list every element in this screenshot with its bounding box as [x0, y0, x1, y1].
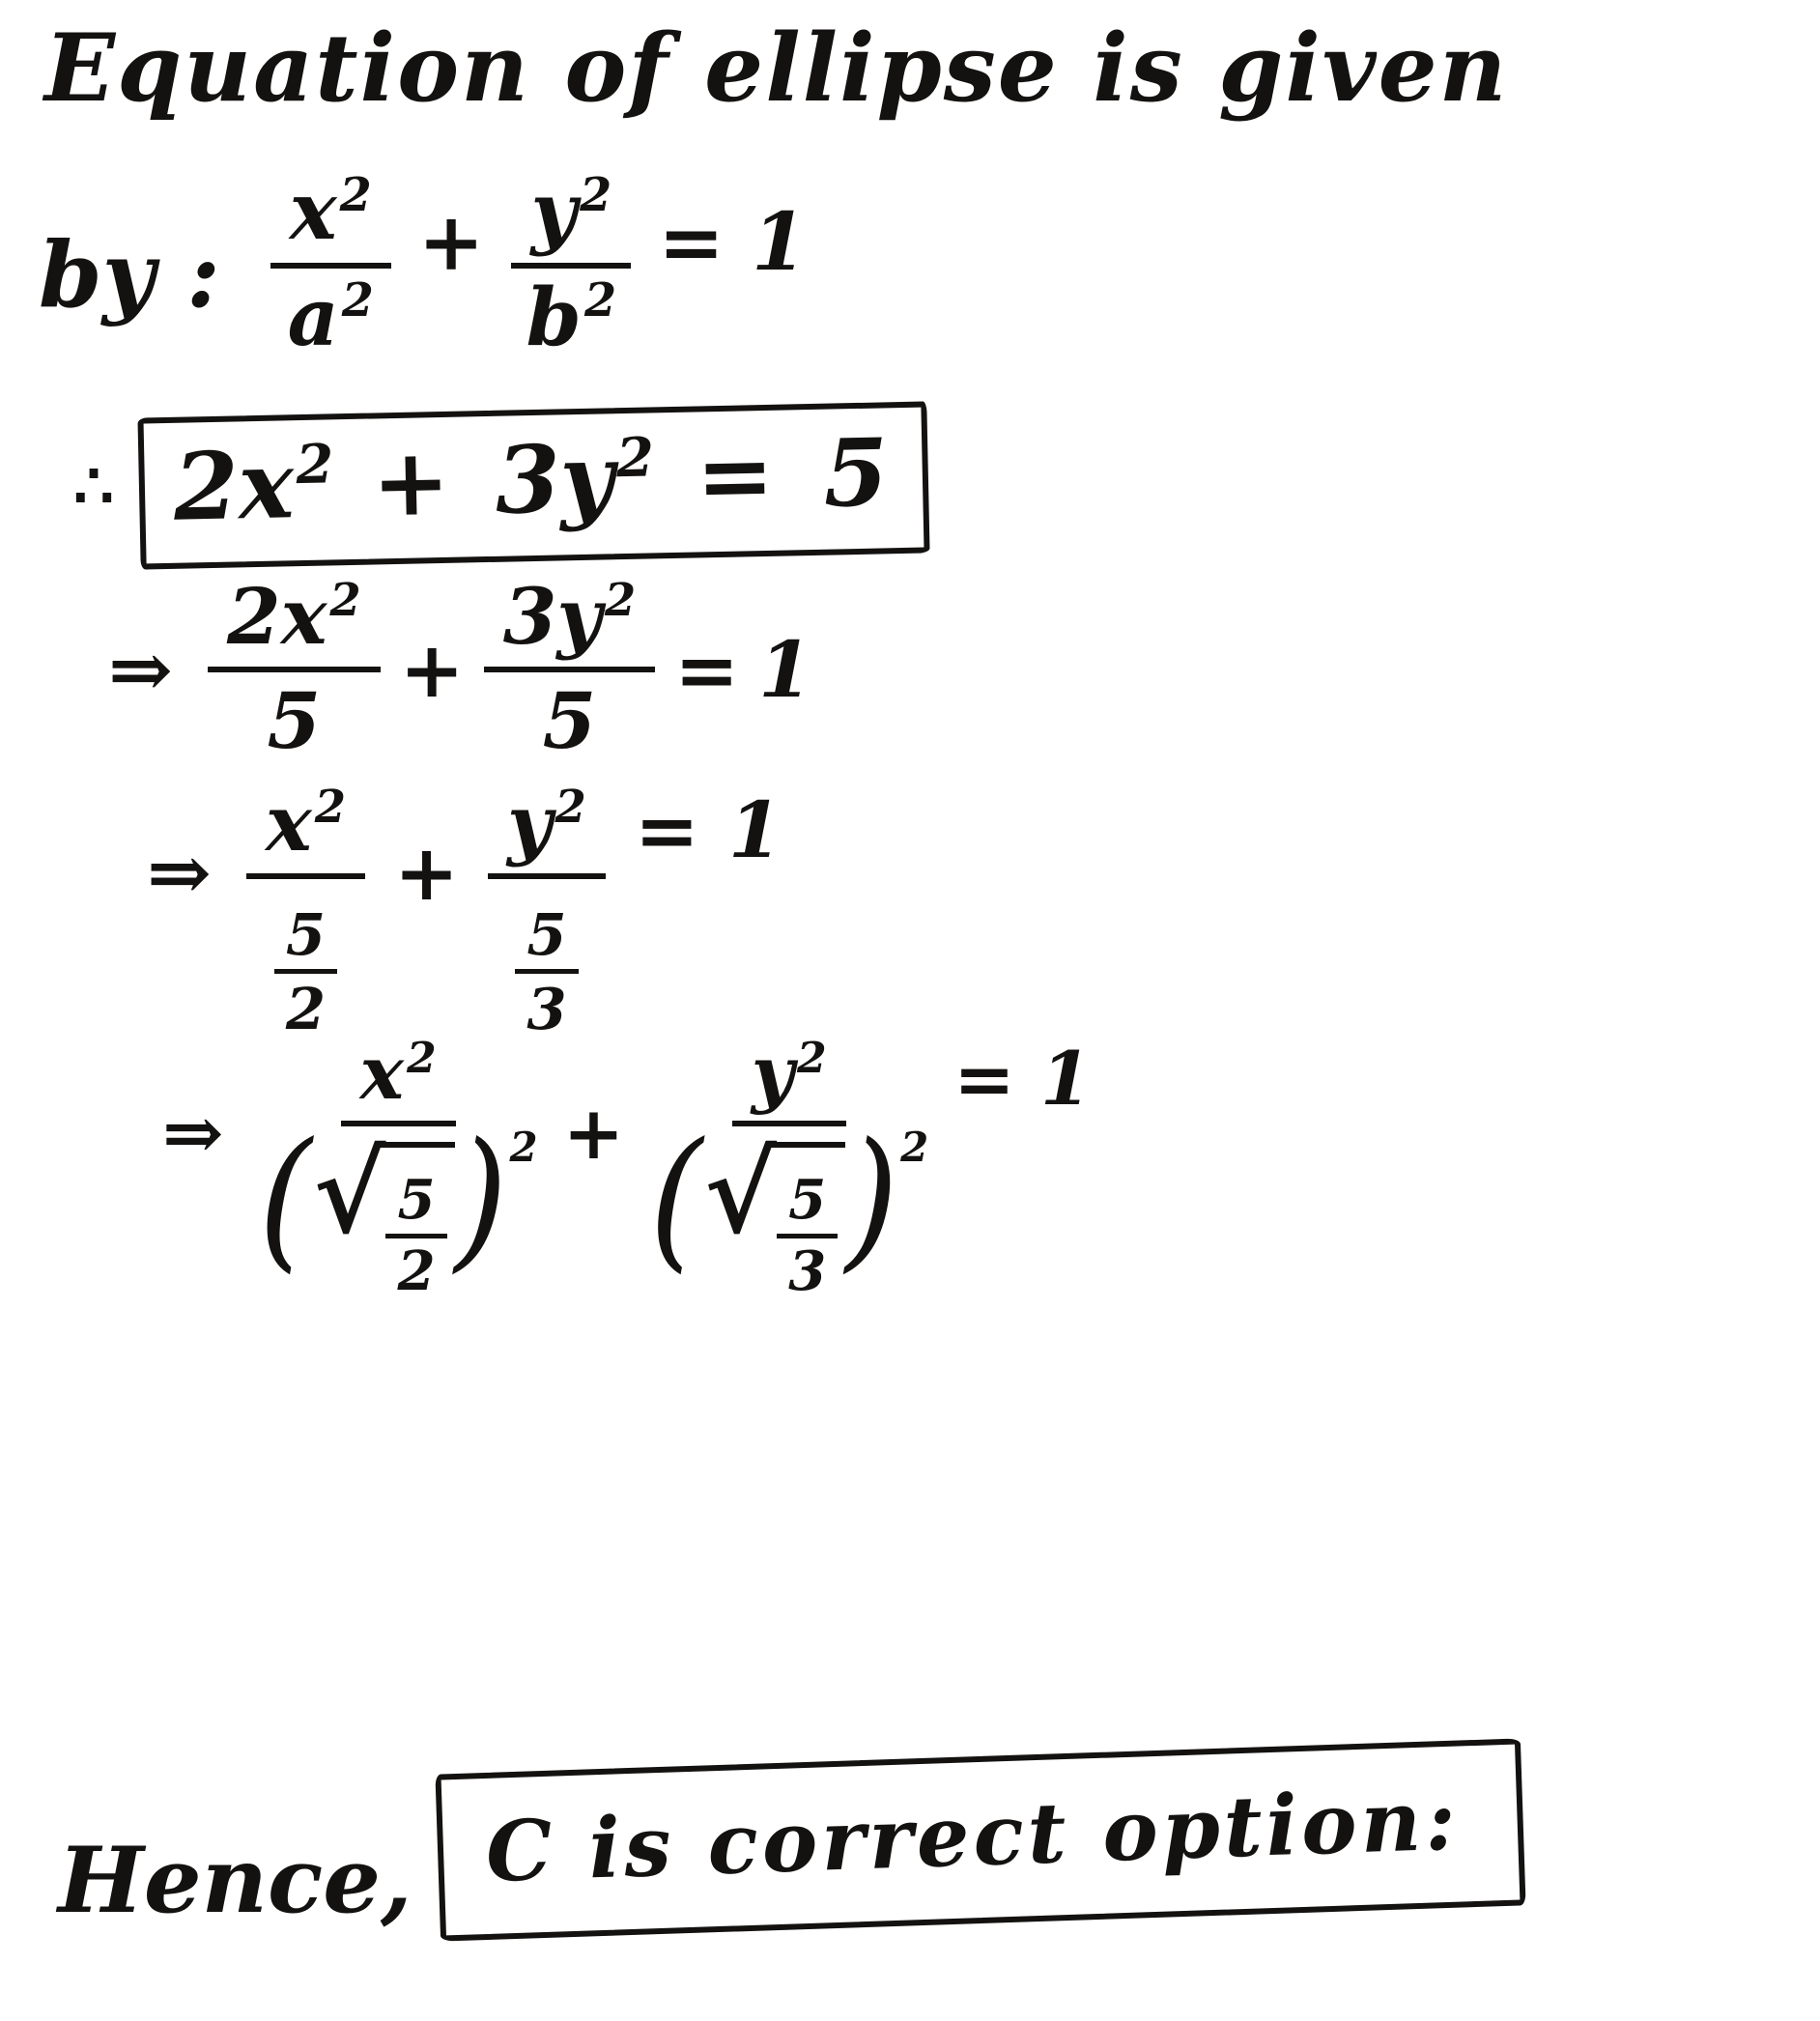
fraction-x2-over-sqrt52-squared	[258, 1030, 538, 1303]
inner-fraction	[515, 899, 578, 1042]
fraction-x2-over-a2	[270, 165, 391, 364]
term-exponent: 2	[796, 1033, 827, 1083]
term-base: x	[266, 778, 312, 868]
term-exponent: 2	[604, 573, 637, 627]
inner-numerator: 5	[385, 1173, 446, 1238]
squared-radical-group	[649, 1109, 929, 1303]
fraction-y2-over-5-thirds	[488, 778, 606, 1042]
hand-drawn-box	[137, 401, 930, 569]
inner-numerator: 5	[515, 905, 578, 974]
term-base: 2x	[227, 571, 327, 662]
b-exponent: 2	[583, 273, 617, 328]
step-divide-line	[108, 571, 812, 766]
fraction-x2-over-5-halves	[246, 778, 365, 1042]
numerator	[270, 165, 391, 269]
plus-sign: +	[562, 1090, 625, 1176]
fraction-3y2-over-5	[484, 571, 655, 766]
radicand	[378, 1142, 454, 1303]
plus-sign: +	[399, 623, 465, 715]
denominator: 5	[542, 674, 597, 766]
b-base: b	[526, 270, 582, 364]
inner-denominator: 2	[397, 1238, 436, 1303]
implies-arrow-icon: ⇒	[108, 623, 174, 715]
inner-denominator: 3	[788, 1238, 827, 1303]
rhs-value: 1	[751, 195, 808, 289]
squared-radical-group	[258, 1109, 538, 1303]
denominator	[515, 879, 578, 1042]
term2-exponent: 2	[615, 426, 655, 491]
plus-sign: +	[394, 827, 460, 918]
equals-sign: =	[658, 195, 725, 289]
term-base: x	[359, 1030, 404, 1116]
x-exponent: 2	[339, 167, 372, 222]
numerator	[246, 778, 365, 879]
term-base: y	[507, 778, 553, 868]
inner-fraction	[385, 1167, 446, 1303]
outer-exponent: 2	[900, 1123, 929, 1171]
therefore-symbol: ∴	[73, 447, 114, 524]
given-equation-line	[39, 165, 808, 364]
denominator	[287, 269, 374, 364]
denominator	[258, 1109, 538, 1303]
implies-arrow-icon: ⇒	[147, 827, 213, 918]
inner-fraction	[274, 899, 337, 1042]
equals-sign: =	[674, 623, 740, 715]
numerator	[341, 1030, 456, 1126]
rhs-value: 1	[727, 784, 782, 875]
step-sqrt-line	[162, 1030, 1092, 1303]
radical-icon: √	[313, 1127, 386, 1258]
rhs-value: 1	[1039, 1036, 1092, 1122]
denominator	[649, 1109, 929, 1303]
inner-fraction	[777, 1167, 838, 1303]
term2-base: 3y	[494, 423, 615, 535]
equals-sign: =	[695, 419, 776, 531]
close-paren: )	[845, 1109, 899, 1288]
y-base: y	[530, 165, 578, 258]
term-base: y	[751, 1030, 794, 1116]
term-exponent: 2	[314, 780, 347, 834]
numerator	[732, 1030, 846, 1126]
numerator	[208, 571, 381, 672]
term-base: 3y	[502, 571, 602, 662]
denominator: 5	[267, 674, 322, 766]
denominator	[526, 269, 617, 364]
x-base: x	[289, 165, 337, 258]
by-label: by :	[39, 221, 220, 328]
term-exponent: 2	[406, 1033, 437, 1083]
numerator	[484, 571, 655, 672]
inner-denominator: 2	[285, 974, 327, 1042]
open-paren: (	[649, 1109, 703, 1288]
title-line	[44, 14, 1508, 123]
radical-icon: √	[704, 1127, 778, 1258]
inner-numerator: 5	[777, 1173, 838, 1238]
implies-arrow-icon: ⇒	[162, 1090, 224, 1176]
numerator	[511, 165, 631, 269]
rhs-value: 1	[758, 623, 812, 715]
a-exponent: 2	[341, 273, 374, 328]
term1-exponent: 2	[295, 433, 334, 498]
equals-sign: =	[953, 1036, 1015, 1122]
open-paren: (	[258, 1109, 312, 1288]
term-exponent: 2	[555, 780, 586, 834]
fraction-y2-over-b2	[511, 165, 631, 364]
close-paren: )	[454, 1109, 508, 1288]
fraction-y2-over-sqrt53-squared	[649, 1030, 929, 1303]
conclusion-text: C is correct option:	[484, 1771, 1462, 1901]
fraction-2x2-over-5	[208, 571, 381, 766]
a-base: a	[287, 270, 339, 364]
denominator	[274, 879, 337, 1042]
title-text: Equation of ellipse is given	[44, 14, 1509, 123]
conclusion-line	[58, 1756, 1523, 1934]
outer-exponent: 2	[509, 1123, 538, 1171]
boxed-equation-line	[73, 410, 928, 561]
equals-sign: =	[634, 784, 699, 875]
term-exponent: 2	[329, 573, 361, 627]
inner-numerator: 5	[274, 905, 337, 974]
inner-denominator: 3	[526, 974, 567, 1042]
y-exponent: 2	[580, 167, 612, 222]
hand-drawn-box	[435, 1738, 1525, 1941]
plus-sign: +	[370, 426, 451, 538]
hence-label: Hence,	[58, 1827, 412, 1934]
numerator	[488, 778, 606, 879]
radicand	[769, 1142, 845, 1303]
plus-sign: +	[417, 195, 485, 289]
step-fraction-line	[147, 778, 782, 1042]
term1-base: 2x	[172, 430, 296, 542]
rhs-value: 5	[822, 417, 890, 528]
